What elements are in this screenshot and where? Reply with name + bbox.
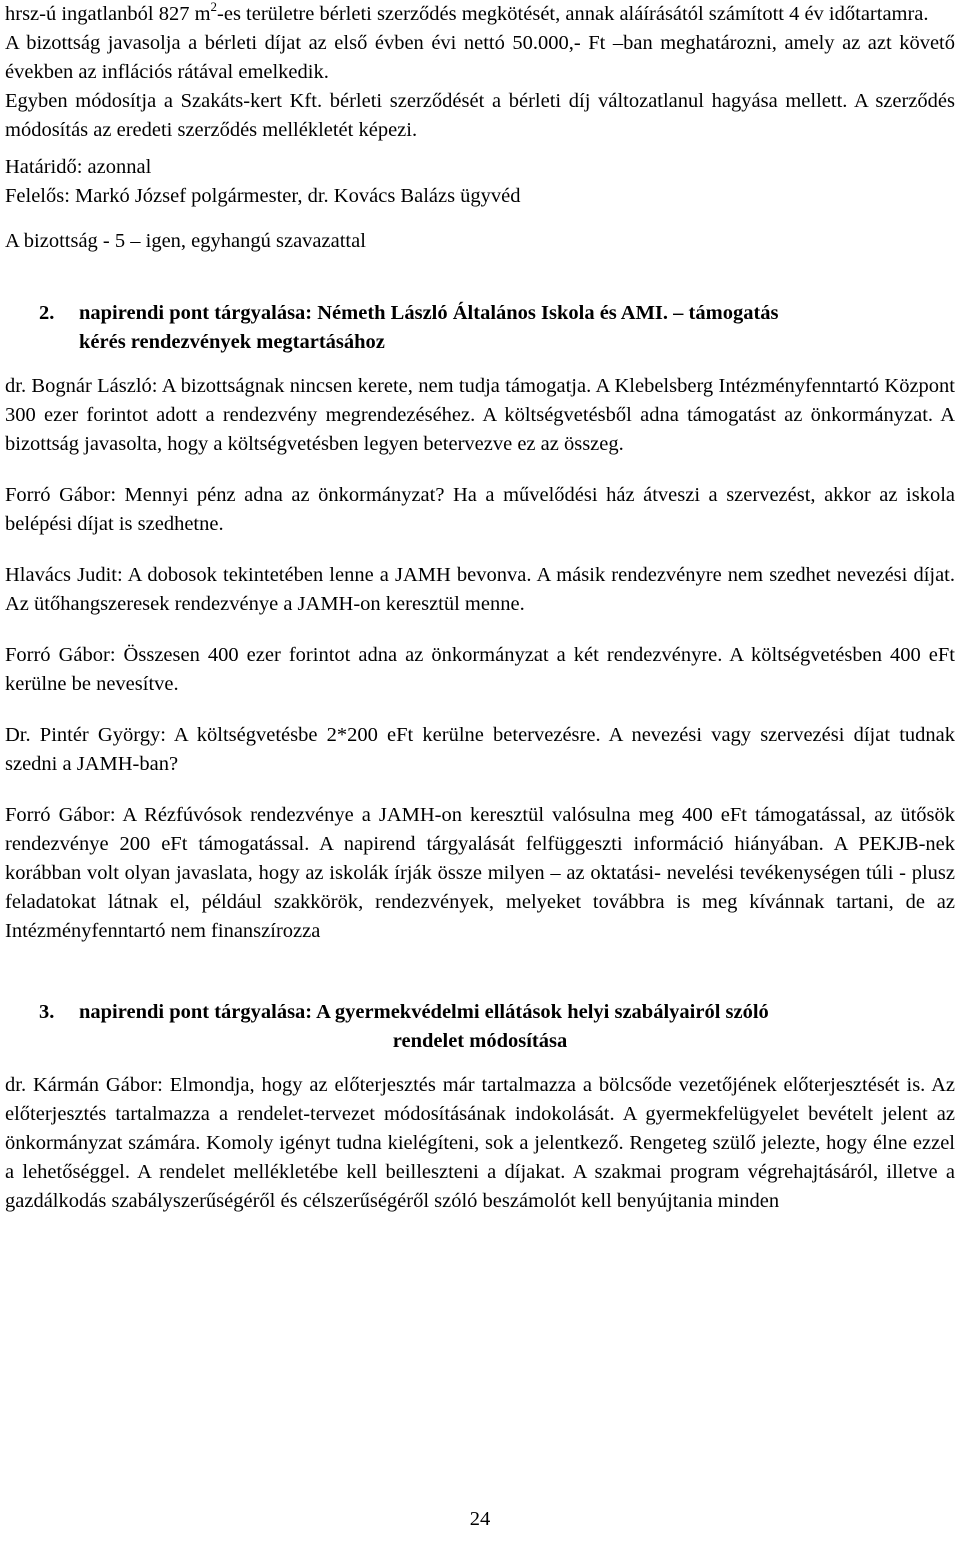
intro-paragraph-2: A bizottság javasolja a bérleti díjat az első évben évi nettó 50.000,- Ft –ban meghatározni, amely az azt követő években az inflációs rátával emelkedik. xyxy=(5,32,955,83)
responsible-line: Felelős: Markó József polgármester, dr. Kovács Balázs ügyvéd xyxy=(5,185,521,207)
intro-text-post: -es területre bérleti szerződés megkötését, annak aláírásától számított 4 év időtartamra. xyxy=(217,3,929,25)
agenda-2-number: 2. xyxy=(39,302,55,324)
superscript-2: 2 xyxy=(210,0,218,14)
intro-paragraph-3: Egyben módosítja a Szakáts-kert Kft. bérleti szerződését a bérleti díj változatlanul hagyása mellett. A szerződés módosítás az eredeti szerződés mellékletét képezi. xyxy=(5,90,955,141)
agenda-2-title-line-2: kérés rendezvények megtartásához xyxy=(79,331,385,353)
intro-text-pre: hrsz-ú ingatlanból 827 m xyxy=(5,3,211,25)
agenda-3-title-line-1: napirendi pont tárgyalása: A gyermekvédelmi ellátások helyi szabályairól szóló xyxy=(79,1001,769,1023)
agenda-2-paragraph-1: dr. Bognár László: A bizottságnak nincsen kerete, nem tudja támogatja. A Klebelsberg Intézményfenntartó Központ 300 ezer forintot adott a rendezvény megrendezéséhez. A költségvetésből adna támogatást az önkormányzat. A bizottság javasolta, hogy a költségvetésben legyen betervezve ez az összeg. xyxy=(5,375,955,455)
agenda-2-paragraph-3: Hlavács Judit: A dobosok tekintetében lenne a JAMH bevonva. A másik rendezvényre nem szedhet nevezési díjat. Az ütőhangszeresek rendezvénye a JAMH-on keresztül menne. xyxy=(5,564,955,615)
intro-paragraph-1 xyxy=(5,0,955,29)
agenda-2-paragraph-4: Forró Gábor: Összesen 400 ezer forintot adna az önkormányzat a két rendezvényre. A költségvetésben 400 eFt kerülne be nevesítve. xyxy=(5,644,955,695)
vote-line: A bizottság - 5 – igen, egyhangú szavazattal xyxy=(5,230,366,252)
agenda-3-paragraph-1: dr. Kármán Gábor: Elmondja, hogy az előterjesztés már tartalmazza a bölcsőde vezetőjének előterjesztését is. Az előterjesztés tartalmazza a rendelet-tervezet módosításának indokolását. A gyermekfelügyelet bevételt jelent az önkormányzat számára. Komoly igényt tudna kielégíteni, sok a jelentkező. Rengeteg szülő jelezte, hogy élne ezzel a lehetőséggel. A rendelet mellékletébe kell beilleszteni a díjakat. A szakmai program végrehajtásáról, illetve a gazdálkodás szabályszerűségéről és célszerűségéről szóló beszámolót kell benyújtania minden xyxy=(5,1074,955,1212)
agenda-2-title-line-1: napirendi pont tárgyalása: Németh László Általános Iskola és AMI. – támogatás xyxy=(79,302,779,324)
agenda-3-title-line-2: rendelet módosítása xyxy=(392,1030,568,1052)
agenda-3-heading xyxy=(5,998,955,1056)
document-page xyxy=(5,0,955,1216)
agenda-2-paragraph-2: Forró Gábor: Mennyi pénz adna az önkormányzat? Ha a művelődési ház átveszi a szervezést, akkor az iskola belépési díjat is szedhetne. xyxy=(5,484,955,535)
agenda-3-number: 3. xyxy=(39,1001,55,1023)
agenda-2-paragraph-5: Dr. Pintér György: A költségvetésbe 2*200 eFt kerülne betervezésre. A nevezési vagy szervezési díjat tudnak szedni a JAMH-ban? xyxy=(5,724,955,775)
page-number: 24 xyxy=(469,1508,491,1530)
agenda-2-heading xyxy=(5,299,955,357)
agenda-2-paragraph-6: Forró Gábor: A Rézfúvósok rendezvénye a JAMH-on keresztül valósulna meg 400 eFt támogatással, az ütősök rendezvénye 200 eFt támogatással. A napirend tárgyalását felfüggeszti információ hiányában. A PEKJB-nek korábban volt olyan javaslata, hogy az iskolák írják össze milyen – az oktatási- nevelési tevékenységen túli - plusz feladatokat látnak el, például szakkörök, rendezvények, melyeket továbbra is meg kívánnak tartani, de az Intézményfenntartó nem finanszírozza xyxy=(5,804,955,942)
deadline-line: Határidő: azonnal xyxy=(5,156,152,178)
